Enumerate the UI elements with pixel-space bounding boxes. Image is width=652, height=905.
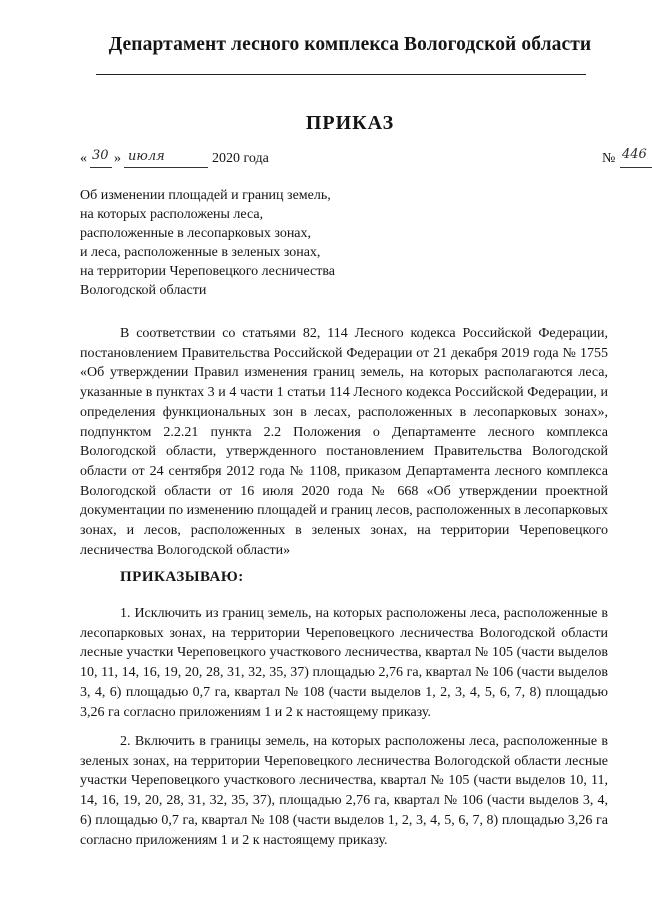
handwritten-day: 30: [92, 148, 109, 163]
order-heading: ПРИКАЗЫВАЮ:: [120, 569, 244, 585]
date-line: [80, 147, 647, 171]
subject-line: расположенные в лесопарковых зонах,: [80, 226, 312, 241]
number-sign: №: [602, 151, 616, 166]
month-underline: [124, 167, 208, 168]
number-underline: [620, 167, 652, 168]
subject-block: [80, 186, 380, 300]
date-year: 2020 года: [212, 151, 269, 166]
handwritten-number: 446: [622, 147, 647, 162]
handwritten-month: июля: [128, 149, 165, 164]
quote-close: »: [114, 151, 121, 166]
subject-line: Вологодской области: [80, 283, 207, 298]
quote-open: «: [80, 151, 87, 166]
header-divider: [96, 74, 586, 75]
order-item-2: 2. Включить в границы земель, на которых расположены леса, расположенные в зеленых зонах, на территории Череповецкого лесничества Вологодской области лесные участки Череповецкого участкового лесничества, квартал № 105 (части выделов 10, 11, 14, 16, 19, 20, 28, 31, 32, 35, 37), площадью 2,76 га, квартал № 106 (части выделов 3, 4, 6) площадью 0,7 га, квартал № 108 (части выделов 1, 2, 3, 4, 5, 6, 7, 8) площадью 3,26 га согласно приложениям 1 и 2 к настоящему приказу.: [80, 734, 608, 848]
preamble-paragraph: В соответствии со статьями 82, 114 Лесного кодекса Российской Федерации, постановлением Правительства Российской Федерации от 21 декабря 2019 года № 1755 «Об утверждении Правил изменения границ земель, на которых располагаются леса, указанные в пунктах 3 и 4 части 1 статьи 114 Лесного кодекса Российской Федерации, и определения функциональных зон в лесах, расположенных в лесопарковых зонах», подпунктом 2.2.21 пункта 2.2 Положения о Департаменте лесного комплекса Вологодской области, утвержденного постановлением Правительства Вологодской области от 24 сентября 2012 года № 1108, приказом Департамента лесного комплекса Вологодской области от 16 июля 2020 года № 668 «Об утверждении проектной документации по изменению площадей и границ лесов, расположенных в лесопарковых зонах, и лесов, расположенных в зеленых зонах, на территории Череповецкого лесничества Вологодской области»: [80, 326, 608, 558]
order-item-1: 1. Исключить из границ земель, на которых расположены леса, расположенные в лесопарковых зонах, на территории Череповецкого лесничества Вологодской области лесные участки Череповецкого участкового лесничества, квартал № 105 (части выделов 10, 11, 14, 16, 19, 20, 28, 31, 32, 35, 37) площадью 2,76 га, квартал № 106 (части выделов 3, 4, 6) площадью 0,7 га, квартал № 108 (части выделов 1, 2, 3, 4, 5, 6, 7, 8) площадью 3,26 га согласно приложениям 1 и 2 к настоящему приказу.: [80, 606, 608, 720]
subject-line: на которых расположены леса,: [80, 207, 264, 222]
document-title: ПРИКАЗ: [305, 112, 395, 134]
department-name: Департамент лесного комплекса Вологодской области: [108, 34, 592, 55]
subject-line: и леса, расположенные в зеленых зонах,: [80, 245, 321, 260]
day-underline: [90, 167, 112, 168]
subject-line: на территории Череповецкого лесничества: [80, 264, 336, 279]
subject-line: Об изменении площадей и границ земель,: [80, 188, 331, 203]
